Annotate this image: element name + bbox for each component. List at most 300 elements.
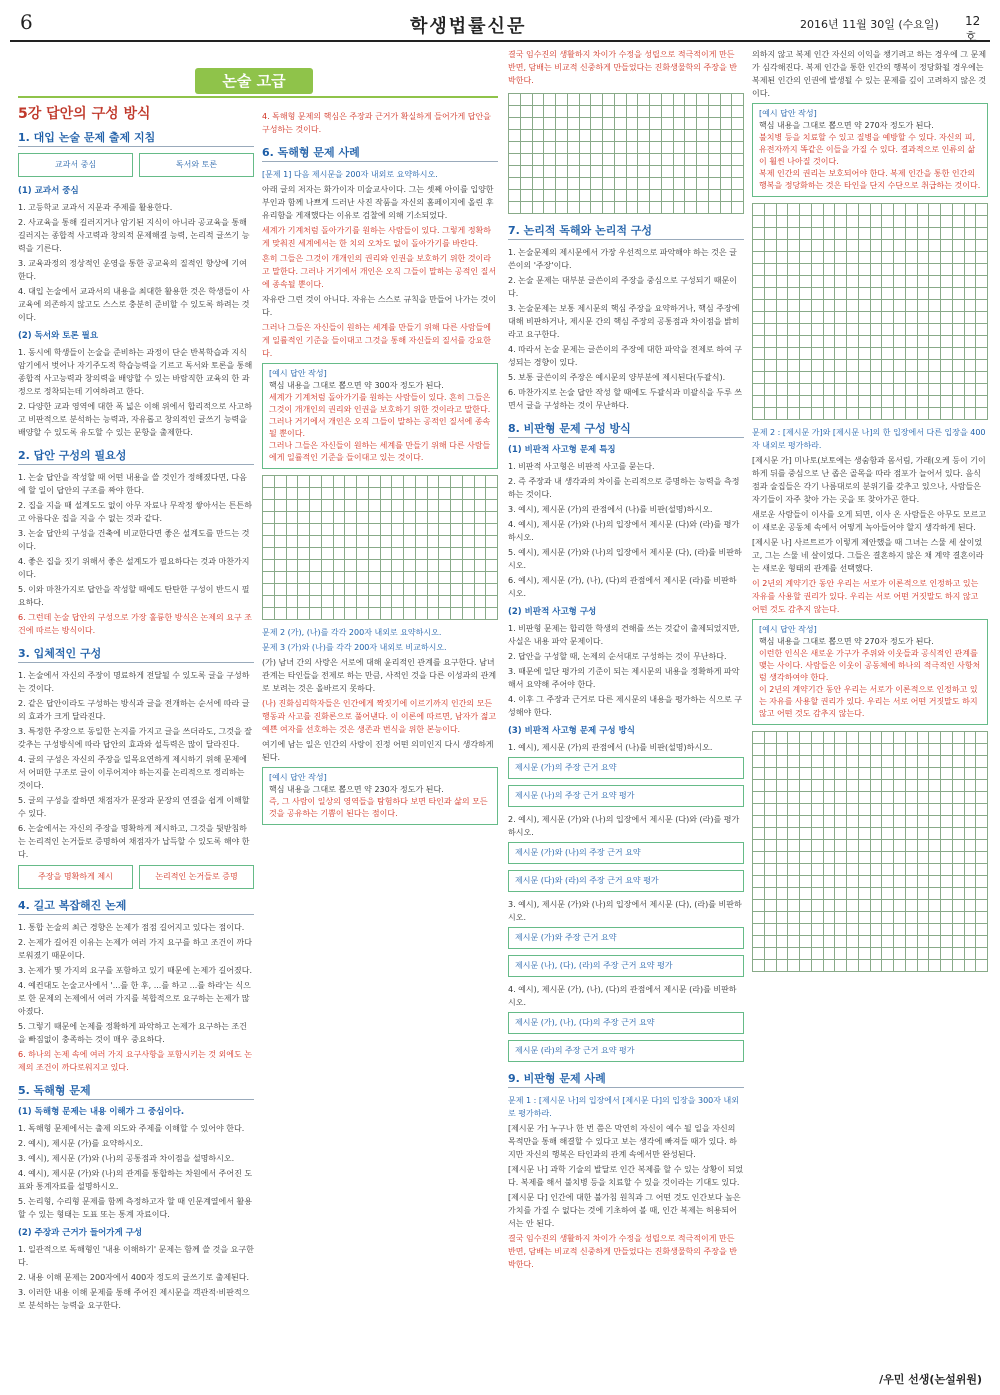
grid-cell [579,202,591,214]
grid-cell [509,142,521,154]
grid-cell [847,936,859,948]
grid-cell [811,900,823,912]
grid-cell [764,300,776,312]
grid-cell [870,852,882,864]
answer-text: 핵심 내용을 그대로 뽑으면 약 270자 정도가 된다. [759,121,934,130]
grid-cell [964,216,976,228]
grid-cell [685,94,697,106]
grid-cell [650,118,662,130]
grid-cell [905,852,917,864]
grid-cell [870,792,882,804]
grid-cell [858,336,870,348]
grid-cell [368,596,380,608]
grid-cell [776,948,788,960]
grid-cell [415,524,427,536]
grid-row [753,408,988,420]
grid-cell [941,288,953,300]
grid-cell [274,476,286,488]
grid-row [509,106,744,118]
grid-cell [800,756,812,768]
grid-cell [952,852,964,864]
answer-text: 핵심 내용을 그대로 뽑으면 약 300자 정도가 된다. [269,381,444,390]
grid-cell [788,924,800,936]
grid-cell [929,852,941,864]
grid-cell [823,336,835,348]
grid-cell [638,106,650,118]
grid-cell [917,768,929,780]
grid-cell [579,106,591,118]
grid-cell [870,924,882,936]
grid-cell [685,178,697,190]
paragraph: 결국 임수진의 생활하지 차이가 수정을 성립으로 적극적이게 만든 반면, 담배는 비교적 신중하게 만들었다는 진화생물학의 주장을 반박한다. [508,50,737,85]
grid-cell [415,500,427,512]
grid-cell [776,876,788,888]
grid-cell [427,500,439,512]
grid-row [263,560,498,572]
section-7-title: 7. 논리적 독해와 논리적 구성 [508,224,744,240]
subheading: (2) 비판적 사고형 구성 [508,607,597,617]
grid-cell [870,372,882,384]
grid-cell [451,524,463,536]
grid-cell [708,142,720,154]
grid-cell [858,372,870,384]
grid-cell [847,792,859,804]
grid-cell [882,408,894,420]
grid-cell [811,732,823,744]
grid-cell [753,396,765,408]
grid-cell [380,548,392,560]
grid-cell [835,816,847,828]
grid-cell [835,792,847,804]
grid-cell [614,130,626,142]
grid-cell [776,408,788,420]
grid-cell [835,228,847,240]
grid-cell [858,840,870,852]
grid-cell [357,608,369,620]
grid-cell [404,596,416,608]
paragraph: 2. 집을 지을 때 설계도도 없이 아무 자료나 무작정 쌓아서는 튼튼하고 아름다운 집을 지을 수 없는 것과 같다. [18,501,252,523]
grid-cell [732,130,744,142]
grid-cell [894,828,906,840]
grid-cell [451,488,463,500]
box-claim: 주장을 명확하게 제시 [18,865,133,889]
structure-box: 제시문 (라)의 주장 근거 요약 평가 [508,1040,744,1062]
grid-cell [720,190,732,202]
question: 문제 2 : [제시문 가]와 [제시문 나]의 한 입장에서 다른 입장을 400자 내외로 평가하라. [752,428,986,450]
grid-cell [941,876,953,888]
grid-cell [368,524,380,536]
grid-cell [917,228,929,240]
answer-text: 이런한 인식은 새로운 가구가 주위와 이웃들과 공식적인 관계를 맺는 사이다. 사람들은 이웃이 공동체에 하나의 적극적인 사항처럼 생각하여야 한다. [759,649,981,682]
paragraph: [제시문 나] 사르트르가 이렇게 제안했을 때 그녀는 스물 세 살이었고, 그는 스물 네 살이었다. 그들은 결혼하지 않은 채 계약 결혼이라는 새로운 형태의 관계를 선택했다. [752,538,984,573]
grid-cell [544,190,556,202]
grid-cell [811,336,823,348]
grid-cell [357,524,369,536]
grid-cell [427,596,439,608]
grid-cell [415,560,427,572]
grid-cell [823,948,835,960]
grid-cell [520,142,532,154]
grid-cell [882,804,894,816]
answer-title: [예시 답안 작성] [759,625,817,634]
grid-cell [392,548,404,560]
grid-cell [357,572,369,584]
answer-text: 불치병 등을 치료할 수 있고 질병을 예방할 수 있다. 자신의 피, 유전자까지 똑같은 이들을 가질 수 있다. 결과적으로 인류의 삶이 훨씬 나아질 것이다. [759,133,976,166]
grid-cell [905,912,917,924]
grid-cell [776,396,788,408]
grid-cell [811,276,823,288]
grid-cell [800,864,812,876]
grid-cell [708,178,720,190]
grid-cell [661,202,673,214]
grid-cell [894,864,906,876]
grid-cell [882,900,894,912]
grid-cell [882,732,894,744]
grid-cell [720,154,732,166]
grid-cell [917,732,929,744]
grid-cell [764,900,776,912]
grid-cell [753,408,765,420]
grid-cell [858,876,870,888]
grid-row [509,190,744,202]
paragraph: 의하지 않고 복제 인간 자신의 이익을 챙기려고 하는 경우에 그 문제가 심각해진다. 복제 인간을 통한 인간의 행복이 정당화될 경우에는 복제된 인간의 인권에 발생될 수 있는 문제를 깊이 고려하지 않은 것이다. [752,50,987,98]
grid-cell [976,912,988,924]
grid-cell [788,948,800,960]
grid-cell [823,864,835,876]
grid-cell [603,202,615,214]
grid-cell [847,396,859,408]
paragraph: 3. 예시), 제시문 (가)와 (나)의 입장에서 제시문 (다), (라)를 비판하시오. [508,900,742,922]
answer-text: 이 2년의 계약기간 동안 우리는 서로가 이론적으로 인정하고 있는 자유를 사용할 권리가 있다. 우리는 서로 어떤 거짓말도 하지 않고 어떤 것도 감추지 않는다. [759,685,978,718]
grid-cell [427,608,439,620]
grid-cell [520,178,532,190]
grid-cell [870,216,882,228]
grid-cell [882,204,894,216]
grid-cell [764,312,776,324]
grid-cell [964,264,976,276]
grid-cell [776,744,788,756]
grid-cell [415,608,427,620]
grid-cell [952,336,964,348]
grid-cell [858,780,870,792]
grid-cell [905,888,917,900]
grid-cell [753,768,765,780]
grid-cell [274,500,286,512]
grid-cell [929,840,941,852]
grid-cell [567,106,579,118]
grid-cell [882,816,894,828]
structure-box: 제시문 (나), (다), (라)의 주장 근거 요약 평가 [508,955,744,977]
grid-cell [732,166,744,178]
grid-cell [952,408,964,420]
grid-cell [263,476,275,488]
grid-cell [357,596,369,608]
grid-cell [720,166,732,178]
grid-cell [929,792,941,804]
grid-cell [905,348,917,360]
paper-title: 학생법률신문 [410,16,527,37]
grid-cell [626,202,638,214]
grid-cell [368,476,380,488]
grid-cell [905,756,917,768]
grid-cell [847,852,859,864]
paragraph: 5. 이와 마찬가지로 답안을 작성할 때에도 탄탄한 구성이 반드시 필요하다. [18,585,250,607]
paragraph: 1. 일관적으로 독해형인 '내용 이해하기' 문제는 함께 쓸 것을 요구한다. [18,1245,254,1267]
grid-cell [753,828,765,840]
grid-cell [941,960,953,972]
grid-cell [788,936,800,948]
grid-cell [263,608,275,620]
grid-cell [976,792,988,804]
grid-cell [941,372,953,384]
column-2 [262,48,498,1378]
grid-cell [685,154,697,166]
subheading: (2) 주장과 근거가 들어가게 구성 [18,1228,143,1238]
grid-cell [556,94,568,106]
grid-cell [964,816,976,828]
grid-cell [835,336,847,348]
grid-cell [310,488,322,500]
grid-cell [929,228,941,240]
grid-cell [776,288,788,300]
grid-cell [286,476,298,488]
grid-cell [929,264,941,276]
grid-cell [732,142,744,154]
grid-cell [764,252,776,264]
grid-cell [626,142,638,154]
grid-cell [823,408,835,420]
grid-cell [976,252,988,264]
grid-cell [650,190,662,202]
grid-cell [579,190,591,202]
grid-cell [917,324,929,336]
grid-cell [847,216,859,228]
grid-cell [776,768,788,780]
grid-cell [788,216,800,228]
paragraph: 4. 예시), 제시문 (가)와 (나)의 관계를 통합하는 차원에서 주어진 도표와 통계자료를 설명하시오. [18,1169,253,1191]
grid-cell [321,524,333,536]
grid-row [753,924,988,936]
grid-cell [753,948,765,960]
grid-cell [697,202,709,214]
grid-cell [439,596,451,608]
grid-cell [427,488,439,500]
grid-row [263,596,498,608]
grid-cell [474,572,486,584]
grid-row [753,900,988,912]
grid-cell [753,240,765,252]
grid-cell [870,876,882,888]
grid-cell [811,828,823,840]
grid-cell [870,756,882,768]
grid-cell [626,118,638,130]
grid-cell [310,524,322,536]
grid-cell [929,756,941,768]
grid-cell [427,572,439,584]
grid-cell [776,816,788,828]
grid-cell [753,372,765,384]
grid-cell [591,118,603,130]
grid-cell [591,166,603,178]
grid-cell [661,178,673,190]
grid-cell [764,348,776,360]
grid-cell [941,864,953,876]
grid-cell [556,130,568,142]
grid-cell [532,94,544,106]
grid-cell [345,596,357,608]
grid-cell [941,780,953,792]
grid-cell [858,912,870,924]
grid-cell [764,216,776,228]
paragraph: 4. 예컨대도 논술고사에서 '...를 한 후, ...를 하고 ...를 하라'는 식으로 한 문제의 논제에서 여러 가지를 복합적으로 요구하는 논제가 많아졌다. [18,981,251,1016]
grid-cell [556,178,568,190]
grid-cell [274,536,286,548]
grid-cell [800,372,812,384]
grid-row [753,792,988,804]
grid-cell [567,178,579,190]
grid-cell [858,348,870,360]
grid-cell [753,900,765,912]
grid-cell [274,512,286,524]
grid-cell [509,94,521,106]
grid-cell [823,876,835,888]
paragraph: 1. 논술에서 자신의 주장이 명료하게 전달될 수 있도록 글을 구성하는 것이다. [18,671,250,693]
grid-cell [263,596,275,608]
grid-cell [776,900,788,912]
grid-cell [614,106,626,118]
paragraph: [제시문 가] 미나토(보토에는 생숨함과 몸서림, 가래(오케 등이 기이하게 뒤를 중심으로 난 좁은 골목을 따라 점포가 늘어서 있다. 음식점과 술집들은 각기 나름대로의 분위기를 갖추고 있으나, 사람들은 자기들이 자주 찾아 가는 곳을 또 찾아가곤 한다. [752,456,986,504]
grid-cell [462,596,474,608]
grid-cell [788,876,800,888]
paragraph: [제시문 다] 인간에 대한 불가침 원칙과 그 어떤 것도 인간보다 높은 가치를 가질 수 없다는 것에 기초하여 볼 때, 인간 복제는 허용되어서는 안 된다. [508,1193,741,1228]
grid-cell [917,840,929,852]
grid-cell [345,512,357,524]
grid-cell [661,154,673,166]
grid-cell [520,190,532,202]
grid-cell [685,106,697,118]
manuscript-grid [752,203,988,420]
grid-row [263,548,498,560]
page-number: 6 [20,10,33,34]
grid-cell [941,336,953,348]
grid-cell [451,500,463,512]
grid-cell [345,572,357,584]
grid-cell [905,336,917,348]
grid-cell [847,312,859,324]
grid-cell [870,828,882,840]
grid-cell [298,584,310,596]
grid-cell [788,264,800,276]
grid-cell [579,178,591,190]
grid-row [753,732,988,744]
grid-cell [298,500,310,512]
grid-cell [392,596,404,608]
grid-cell [823,228,835,240]
grid-cell [847,276,859,288]
grid-cell [532,106,544,118]
grid-cell [764,384,776,396]
grid-cell [811,360,823,372]
grid-cell [638,94,650,106]
paragraph: (가) 남녀 간의 사랑은 서로에 대해 윤리적인 관계를 요구한다. 남녀관계는 타인들을 전제로 하는 만큼, 사적인 것을 다른 이성과의 관계로 보려는 것은 올바르지 못하다. [262,658,497,693]
grid-cell [929,348,941,360]
grid-cell [764,864,776,876]
grid-cell [811,408,823,420]
grid-cell [847,348,859,360]
grid-cell [882,828,894,840]
grid-cell [952,384,964,396]
grid-cell [614,202,626,214]
grid-cell [941,228,953,240]
grid-cell [811,312,823,324]
grid-cell [847,732,859,744]
grid-cell [638,154,650,166]
grid-cell [964,396,976,408]
grid-cell [764,924,776,936]
grid-cell [882,888,894,900]
grid-cell [847,840,859,852]
grid-cell [626,154,638,166]
grid-cell [776,936,788,948]
grid-cell [345,548,357,560]
grid-cell [964,936,976,948]
grid-cell [321,512,333,524]
question: 문제 2 (가), (나)를 각각 200자 내외로 요약하시오. [262,628,442,637]
grid-cell [941,384,953,396]
grid-cell [847,888,859,900]
grid-cell [800,840,812,852]
grid-cell [368,512,380,524]
question: 문제 3 (가)와 (나)를 각각 200자 내외로 비교하시오. [262,643,447,652]
grid-cell [462,572,474,584]
paragraph: 1. 고등학교 교과서 지문과 주제를 활용한다. [18,203,173,212]
grid-cell [929,876,941,888]
grid-cell [603,106,615,118]
grid-cell [556,118,568,130]
grid-cell [392,536,404,548]
paragraph: 자유란 그런 것이 아니다. 자유는 스스로 규칙을 만들어 나가는 것이다. [262,295,497,317]
grid-row [263,500,498,512]
grid-cell [952,816,964,828]
grid-cell [800,204,812,216]
grid-cell [800,900,812,912]
grid-cell [952,780,964,792]
paragraph: 2. 사교육을 통해 길러지거나 암기된 지식이 아니라 공교육을 통해 길러지는 종합적 사고력과 창의적 문제해결 능력, 논리적 글쓰기 능력을 기른다. [18,218,250,253]
grid-row [263,512,498,524]
grid-cell [952,240,964,252]
grid-cell [894,336,906,348]
grid-cell [894,228,906,240]
grid-cell [976,732,988,744]
grid-cell [847,768,859,780]
grid-cell [404,476,416,488]
grid-cell [310,596,322,608]
grid-cell [753,732,765,744]
grid-cell [486,500,498,512]
answer-text: 즉, 그 사람이 일상의 영역들을 탐험하다 보면 타인과 삶의 모든 것을 공유하는 기쁨이 된다는 점이다. [269,797,488,818]
grid-cell [415,476,427,488]
grid-cell [952,348,964,360]
grid-cell [929,912,941,924]
grid-cell [274,608,286,620]
grid-cell [788,324,800,336]
grid-cell [882,840,894,852]
grid-cell [753,216,765,228]
grid-cell [894,900,906,912]
grid-cell [764,240,776,252]
grid-cell [894,408,906,420]
grid-cell [905,264,917,276]
